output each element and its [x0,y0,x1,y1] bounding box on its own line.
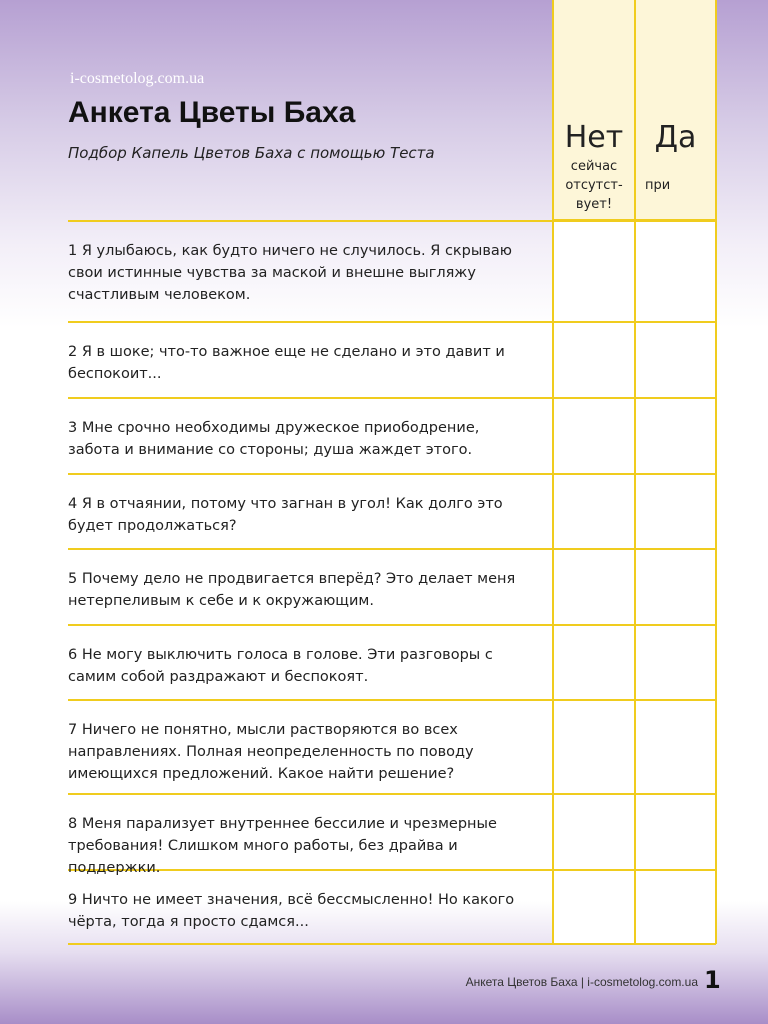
answer-cell-no[interactable] [554,701,635,793]
answer-cell-yes[interactable] [636,795,716,869]
answer-cell-no[interactable] [554,795,635,869]
answer-cell-yes[interactable] [636,626,716,699]
question-text: 9 Ничто не имеет значения, всё бессмысленно! Но какого чёрта, тогда я просто сдамся... [68,892,515,930]
answer-cell-yes[interactable] [636,701,716,793]
column-note: сейчас отсутст- вует! [565,159,623,212]
answer-cell-yes[interactable] [636,550,716,624]
question-text: 1 Я улыбаюсь, как будто ничего не случилось. Я скрываю свои истинные чувства за маской и внешне выгляжу счастливым человеком. [68,243,512,303]
answer-cell-yes[interactable] [636,399,716,473]
question-text: 3 Мне срочно необходимы дружеское приободрение, забота и внимание со стороны; душа жаждет этого. [68,420,480,458]
answer-cell-no[interactable] [554,871,635,943]
question-text: 4 Я в отчаянии, потому что загнан в угол! Как долго это будет продолжаться? [68,496,503,534]
footer-text: Анкета Цветов Баха | i-cosmetolog.com.ua [465,975,698,989]
site-name: i-cosmetolog.com.ua [70,70,205,87]
answer-cell-yes[interactable] [636,323,716,397]
column-label: Нет [564,120,624,155]
answer-cell-no[interactable] [554,323,635,397]
question-text: 6 Не могу выключить голоса в голове. Эти разговоры с самим собой раздражают и беспокоят. [68,647,493,685]
page-title: Анкета Цветы Баха [68,96,356,129]
question-text: 8 Меня парализует внутреннее бессилие и чрезмерные требования! Слишком много работы, без драйва и поддержки. [68,816,497,876]
subtitle: Подбор Капель Цветов Баха с помощью Теста [68,144,435,162]
page-number: 1 [704,966,721,994]
answer-cell-no[interactable] [554,222,635,321]
answer-cell-no[interactable] [554,550,635,624]
question-text: 2 Я в шоке; что-то важное еще не сделано и это давит и беспокоит... [68,344,505,382]
column-label: Да [654,120,697,155]
answer-cell-yes[interactable] [636,222,716,321]
answer-cell-yes[interactable] [636,871,716,943]
row-divider [68,943,716,945]
question-text: 5 Почему дело не продвигается вперёд? Это делает меня нетерпеливым к себе и к окружающим. [68,571,516,609]
answer-cell-no[interactable] [554,399,635,473]
answer-cell-no[interactable] [554,475,635,548]
answer-cell-no[interactable] [554,626,635,699]
answer-cell-yes[interactable] [636,475,716,548]
question-text: 7 Ничего не понятно, мысли растворяются во всех направлениях. Полная неопределенность по поводу имеющихся предложений. Какое найти решение? [68,722,474,782]
column-note: при [645,178,671,193]
